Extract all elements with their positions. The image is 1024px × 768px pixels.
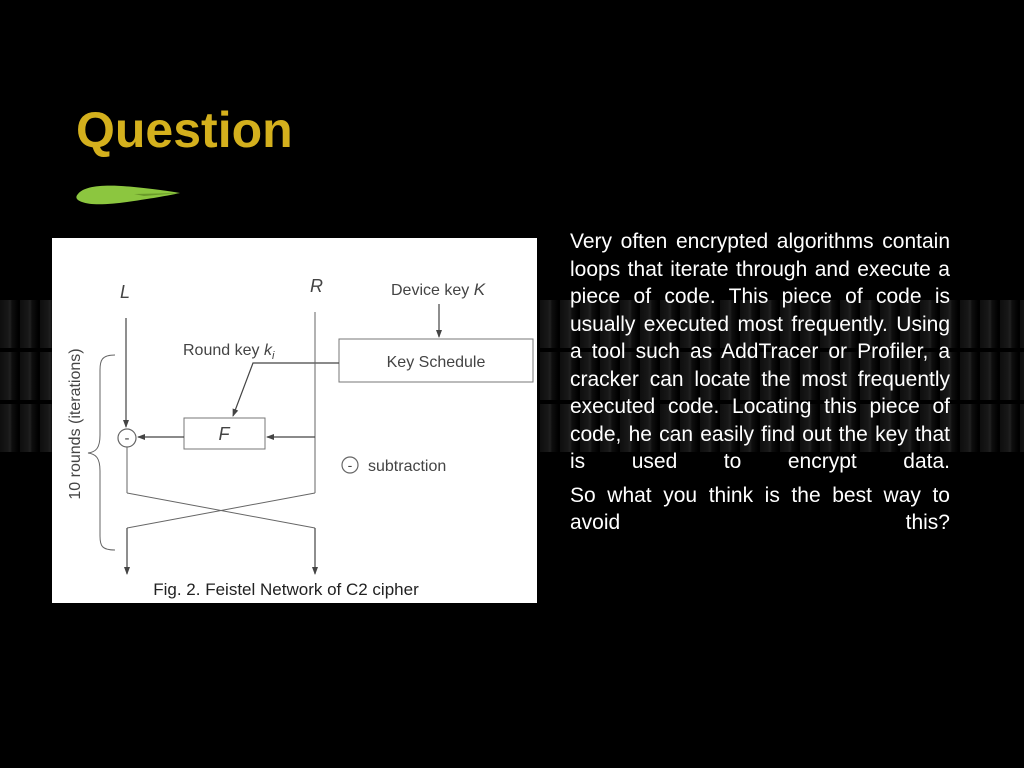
subtraction-operator-symbol: - bbox=[124, 430, 130, 447]
body-paragraph-1: Very often encrypted algorithms contain loops that iterate through and execute a piece of code. This piece of code is usually executed most frequently. Using a tool such as AddTracer or Profiler, a cracker can locate the most frequently executed code. Locating this piece of code, he can easily find out the key that is used to encrypt data. bbox=[570, 230, 950, 473]
rounds-brace bbox=[88, 355, 115, 550]
feistel-network-figure bbox=[52, 238, 537, 603]
round-key-label: Round key $k_i$ bbox=[183, 342, 275, 362]
body-paragraph-2: So what you think is the best way to avoid this? bbox=[570, 483, 950, 534]
legend-subtraction-label: subtraction bbox=[368, 458, 447, 475]
round-key-arrow bbox=[233, 363, 339, 416]
slide-title: Question bbox=[76, 102, 293, 158]
legend-subtraction-symbol: - bbox=[347, 457, 353, 473]
label-r: R bbox=[310, 276, 323, 296]
device-key-label: Device key K bbox=[391, 280, 486, 299]
figure-caption: Fig. 2. Feistel Network of C2 cipher bbox=[153, 580, 419, 599]
key-schedule-label: Key Schedule bbox=[386, 354, 486, 371]
title-swoosh-decoration bbox=[74, 182, 184, 208]
rounds-label: 10 rounds (iterations) bbox=[67, 348, 84, 500]
slide-body-text bbox=[570, 228, 950, 543]
label-l: L bbox=[120, 282, 131, 302]
f-function-label: F bbox=[218, 424, 230, 444]
